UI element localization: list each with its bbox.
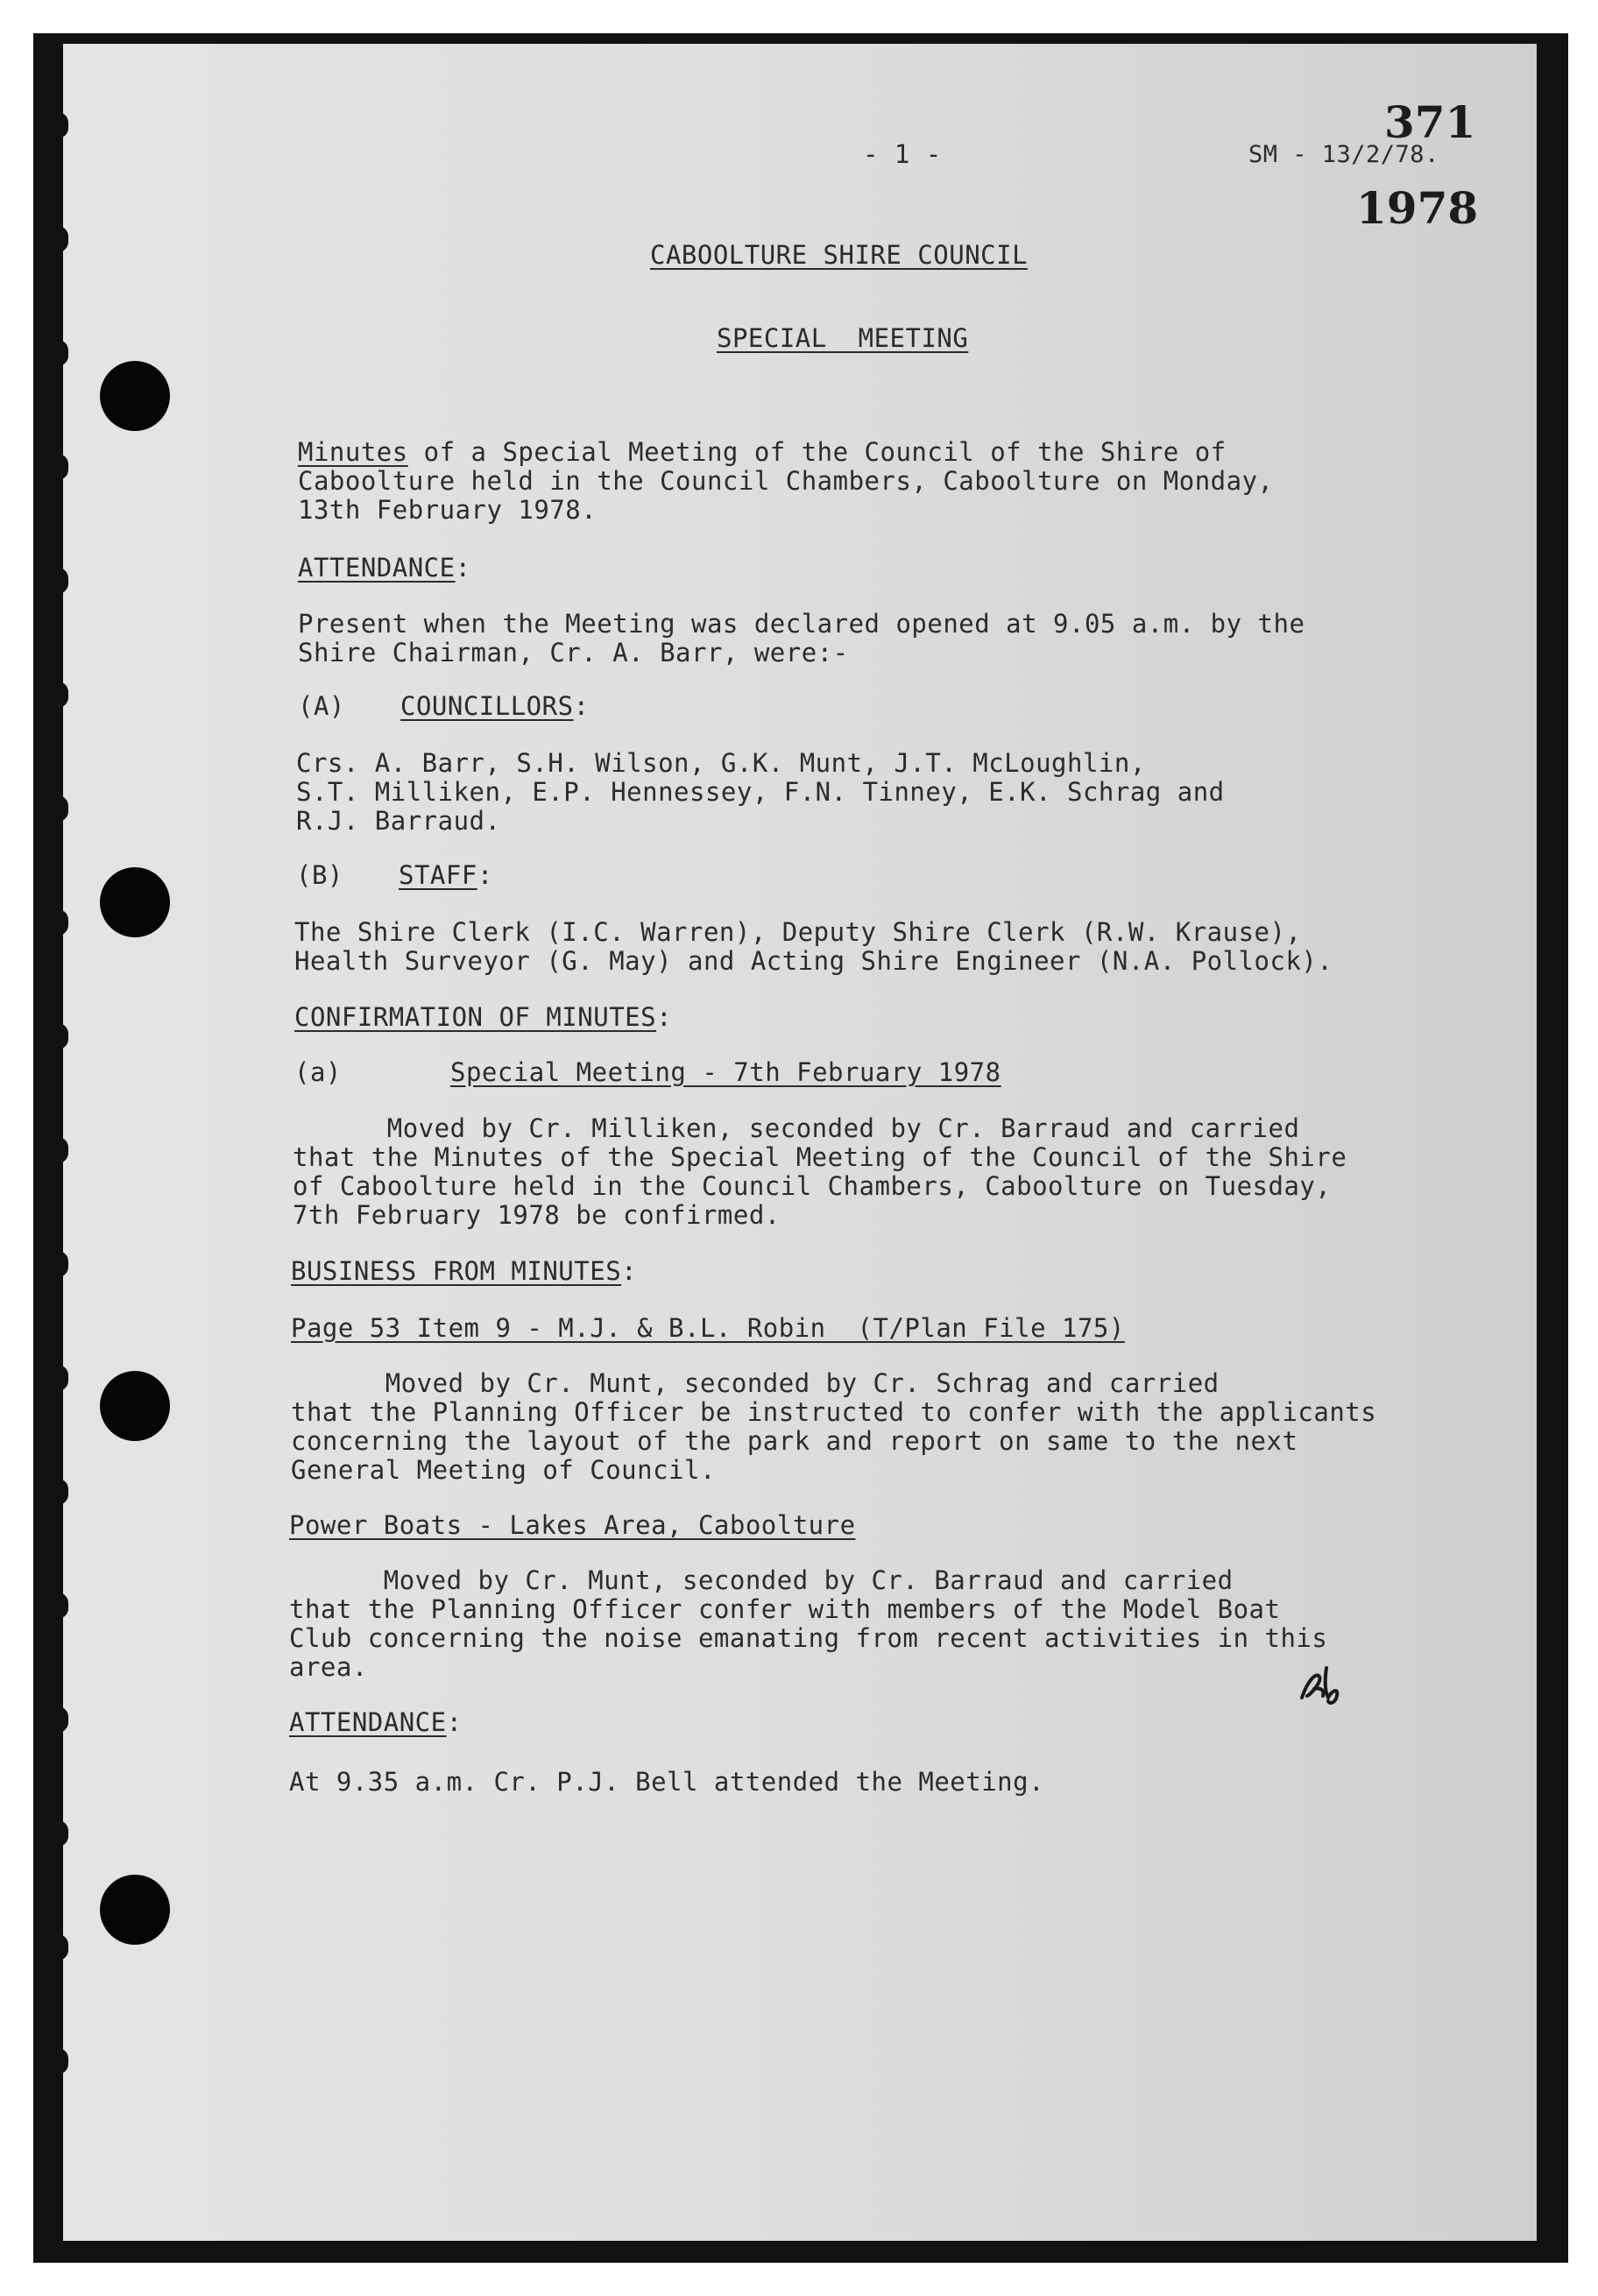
handwritten-initials [1298,1664,1351,1708]
confirmation-marker: (a) [294,1057,342,1087]
folio-year-stamp: 1978 [1356,182,1479,234]
business-item2-motion: Moved by Cr. Munt, seconded by Cr. Barraud and carried that the Planning Officer confer with members of the Model Boat Club concerning the noise emanating from recent activities in this area. [289,1565,1328,1682]
confirmation-item-title: Special Meeting - 7th February 1978 [450,1057,1001,1087]
document-subtitle: SPECIAL MEETING [717,323,969,353]
attendance2-line: At 9.35 a.m. Cr. P.J. Bell attended the Meeting. [289,1767,1045,1797]
confirmation-heading: CONFIRMATION OF MINUTES: [294,1002,673,1032]
business-heading: BUSINESS FROM MINUTES: [291,1256,638,1286]
business-item2-title: Power Boats - Lakes Area, Caboolture [289,1510,856,1540]
staff-marker: (B) [296,860,343,890]
punch-hole [100,867,170,937]
intro-paragraph: Minutes of a Special Meeting of the Council of the Shire of Caboolture held in the Council Chambers, Caboolture on Monday, 13th February 1978. [298,437,1274,525]
punch-hole [100,1875,170,1945]
councillors-list: Crs. A. Barr, S.H. Wilson, G.K. Munt, J.T. McLoughlin, S.T. Milliken, E.P. Hennessey, F.N. Tinney, E.K. Schrag and R.J. Barraud. [296,748,1225,836]
intro-lead: Minutes [298,437,408,467]
attendance-heading: ATTENDANCE: [298,553,471,583]
business-item1-motion: Moved by Cr. Munt, seconded by Cr. Schrag and carried that the Planning Officer be instructed to confer with the applicants concerning the layout of the park and report on same to the next General Meeting of Council. [291,1368,1377,1485]
punch-hole [100,361,170,431]
attendance2-heading: ATTENDANCE: [289,1707,463,1737]
document-title: CABOOLTURE SHIRE COUNCIL [650,240,1029,270]
staff-list: The Shire Clerk (I.C. Warren), Deputy Shire Clerk (R.W. Krause), Health Surveyor (G. May) and Acting Shire Engineer (N.A. Pollock). [294,917,1333,976]
councillors-marker: (A) [298,691,345,721]
present-paragraph: Present when the Meeting was declared opened at 9.05 a.m. by the Shire Chairman, Cr. A. Barr, were:- [298,609,1305,668]
staff-heading: STAFF: [399,860,493,890]
business-item1-title: Page 53 Item 9 - M.J. & B.L. Robin (T/Plan File 175) [291,1313,1125,1343]
confirmation-motion: Moved by Cr. Milliken, seconded by Cr. Barraud and carried that the Minutes of the Special Meeting of the Council of the Shire of Caboolture held in the Council Chambers, Caboolture on Tuesday, 7th February 1978 be confirmed. [293,1113,1347,1230]
councillors-heading: COUNCILLORS: [400,691,590,721]
reference-code: SM - 13/2/78. [1248,141,1439,168]
page-number: - 1 - [863,139,942,169]
folio-number-stamp: 371 [1384,96,1476,148]
punch-hole [100,1371,170,1441]
